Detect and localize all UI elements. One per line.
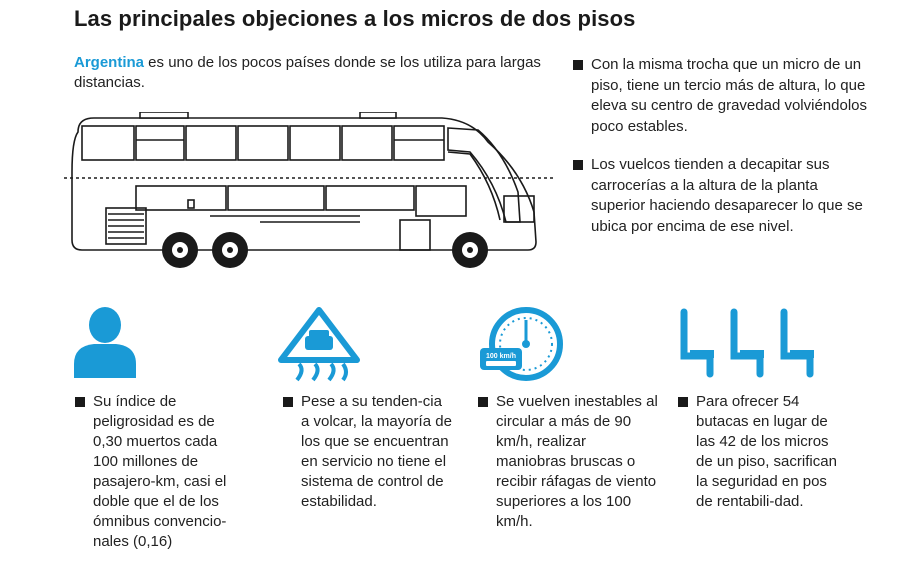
column-danger-index	[75, 392, 245, 552]
bullet-square-icon	[678, 397, 688, 407]
bullet-text: Con la misma trocha que un micro de un piso, tiene un tercio más de altura, lo que eleva su centro de gravedad volviéndolos poco estables.	[591, 56, 868, 135]
column-text: Pese a su tenden-cia a volcar, la mayoría de los que se encuentran en servicio no tiene el sistema de control de estabilidad.	[301, 393, 452, 510]
speed-label: 100 km/h	[486, 353, 516, 360]
list-item	[573, 55, 873, 137]
bus-seats-icon	[676, 306, 820, 384]
right-bullet-list	[573, 55, 873, 255]
column-stability-control	[283, 392, 453, 512]
column-seat-capacity	[678, 392, 838, 512]
bullet-square-icon	[75, 397, 85, 407]
intro-highlight: Argentina	[74, 54, 145, 71]
intro-text: es uno de los pocos países donde se los utiliza para largas distancias.	[74, 54, 541, 91]
bullet-square-icon	[283, 397, 293, 407]
bullet-text: Los vuelcos tienden a decapitar sus carrocerías a la altura de la planta superior haciendo desaparecer lo que se ubica por encima de ese nivel.	[591, 156, 863, 235]
list-item	[573, 155, 873, 237]
column-speed-instability	[478, 392, 658, 532]
double-decker-bus-illustration	[60, 112, 560, 272]
bullet-square-icon	[478, 397, 488, 407]
bullet-square-icon	[573, 60, 583, 70]
bullet-square-icon	[573, 160, 583, 170]
column-text: Para ofrecer 54 butacas en lugar de las 42 de los micros de un piso, sacrifican la seguridad en pos de rentabili-dad.	[696, 393, 837, 510]
speedometer-icon	[478, 306, 564, 384]
person-icon	[72, 306, 138, 378]
column-text: Su índice de peligrosidad es de 0,30 muertos cada 100 millones de pasajero-km, casi el doble que el de los ómnibus convencio-nales (0,16)	[93, 393, 227, 550]
intro-paragraph	[74, 53, 544, 93]
page-title: Las principales objeciones a los micros de dos pisos	[74, 6, 636, 31]
column-text: Se vuelven inestables al circular a más de 90 km/h, realizar maniobras bruscas o recibir ráfagas de viento superiores a los 100 km/h.	[496, 393, 658, 530]
skidding-car-warning-icon	[277, 306, 361, 384]
